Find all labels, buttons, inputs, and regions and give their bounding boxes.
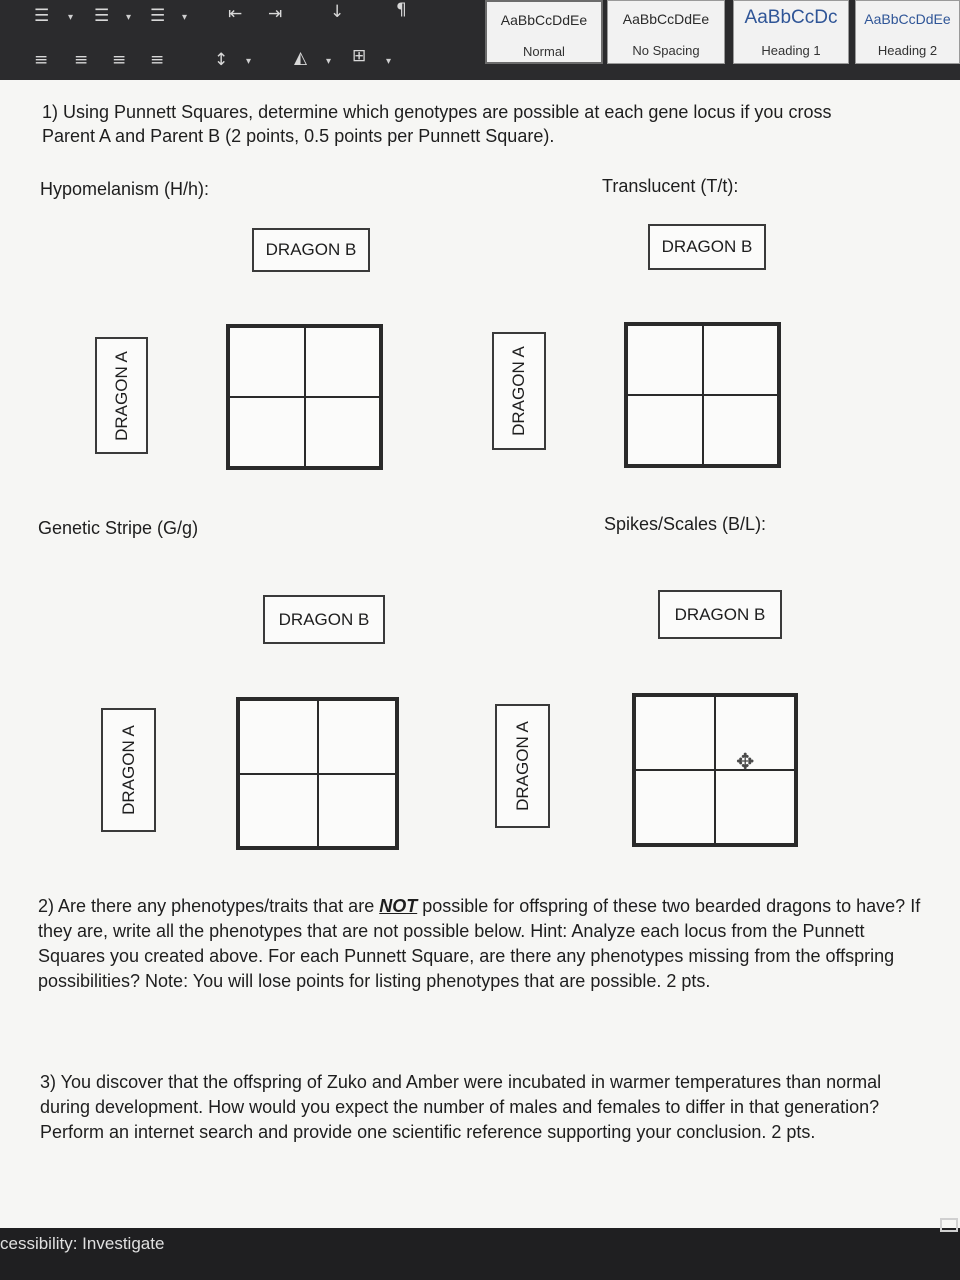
numbered-list-icon[interactable]: ☰ [94,6,110,26]
question-2-emphasis: NOT [379,896,418,916]
styles-gallery [483,0,960,68]
locus-label-spikes-scales: Spikes/Scales (B/L): [604,514,767,534]
dragon-b-label: DRAGON B [648,224,766,270]
dragon-a-text: DRAGON A [111,350,131,441]
align-center-icon[interactable]: ≡ [74,50,89,70]
locus-label-genetic-stripe: Genetic Stripe (G/g) [38,518,199,538]
question-2-text-start: 2) Are there any phenotypes/traits that are [38,896,380,916]
align-left-icon[interactable]: ≡ [34,50,49,70]
align-right-icon[interactable]: ≡ [112,50,127,70]
chevron-down-icon[interactable]: ▾ [386,56,392,67]
chevron-down-icon[interactable]: ▾ [246,56,252,67]
punnett-cell[interactable] [305,397,381,467]
punnett-cell[interactable] [318,774,397,848]
punnett-cell[interactable] [229,327,305,397]
locus-label-hypomelanism: Hypomelanism (H/h): [40,179,210,199]
style-no-spacing[interactable] [607,0,725,64]
punnett-cell[interactable] [318,700,397,774]
locus-label-translucent: Translucent (T/t): [602,176,739,196]
move-cursor-icon: ✥ [736,750,755,775]
style-sample: AaBbCcDdEe [864,11,951,27]
accessibility-status[interactable]: cessibility: Investigate [0,1234,165,1253]
question-1-line-2: Parent A and Parent B (2 points, 0.5 points per Punnett Square). [42,126,555,146]
line-spacing-icon[interactable]: ↕ [214,50,229,70]
dragon-a-label [101,708,156,832]
style-name: Heading 1 [761,43,821,58]
chevron-down-icon[interactable]: ▾ [126,12,132,23]
dragon-a-text: DRAGON A [118,725,138,815]
style-sample: AaBbCcDc [744,7,838,28]
chevron-down-icon[interactable]: ▾ [326,56,332,67]
punnett-square-translucent[interactable] [624,322,781,468]
punnett-cell[interactable] [627,395,703,465]
chevron-down-icon[interactable]: ▾ [68,12,74,23]
multilevel-list-icon[interactable]: ☰ [150,6,166,26]
style-name: Heading 2 [877,43,938,58]
question-3: 3) You discover that the offspring of Zuko and Amber were incubated in warmer temperatures than normal during development. How would you expect the number of males and females to differ in that generation? Perform an internet search and provide one scientific reference supporting your conclusion. 2 pts. [40,1072,882,1142]
show-formatting-icon[interactable]: ¶ [396,0,407,20]
question-2 [38,894,928,994]
punnett-square-spikes-scales[interactable] [632,693,798,847]
chevron-down-icon[interactable]: ▾ [182,12,188,23]
punnett-cell[interactable] [703,395,779,465]
status-bar [0,1228,960,1280]
view-icon[interactable] [940,1218,958,1232]
dragon-b-label: DRAGON B [263,595,385,644]
question-1-line-1: 1) Using Punnett Squares, determine which genotypes are possible at each gene locus if you cross [42,102,832,122]
punnett-cell[interactable] [703,325,779,395]
punnett-square-hypomelanism[interactable] [226,324,383,470]
increase-indent-icon[interactable]: ⇥ [268,4,283,24]
punnett-square-genetic-stripe[interactable] [236,697,399,850]
dragon-a-label [492,332,546,450]
dragon-b-label: DRAGON B [658,590,782,639]
punnett-cell[interactable] [635,770,715,844]
dragon-a-label [495,704,550,828]
dragon-a-text: DRAGON A [512,721,532,811]
dragon-b-label: DRAGON B [252,228,370,272]
style-name: No Spacing [632,43,700,58]
style-heading-2[interactable] [855,0,960,64]
borders-icon[interactable]: ⊞ [352,46,367,66]
shading-icon[interactable]: ◭ [294,48,308,68]
punnett-cell[interactable] [715,770,795,844]
punnett-cell[interactable] [229,397,305,467]
style-sample: AaBbCcDdEe [622,11,710,27]
punnett-cell[interactable] [305,327,381,397]
dragon-a-text: DRAGON A [509,346,528,436]
style-name: Normal [523,44,565,59]
punnett-cell[interactable] [627,325,703,395]
justify-icon[interactable]: ≡ [150,50,165,70]
punnett-cell[interactable] [239,774,318,848]
ribbon [0,0,960,80]
document-page[interactable] [0,80,960,1228]
dragon-a-label [95,337,148,454]
bullet-list-icon[interactable]: ☰ [34,6,50,26]
style-heading-1[interactable] [733,0,849,64]
style-sample: AaBbCcDdEe [500,12,588,28]
sort-icon[interactable]: ↓ [330,2,345,22]
decrease-indent-icon[interactable]: ⇤ [228,4,243,24]
punnett-cell[interactable] [239,700,318,774]
style-normal[interactable] [485,0,603,64]
punnett-cell[interactable] [715,696,795,770]
punnett-cell[interactable] [635,696,715,770]
question-2-text-end: possible for offspring of these two bearded dragons to have? If they are, write all the phenotypes that are not possible below. Hint: Analyze each locus from the Punnett Squares you created above. For each Punnett Square, are there any phenotypes missing from the offspring possibilities? Note: You will lose points for listing phenotypes that are possible. 2 pts. [38,896,921,991]
